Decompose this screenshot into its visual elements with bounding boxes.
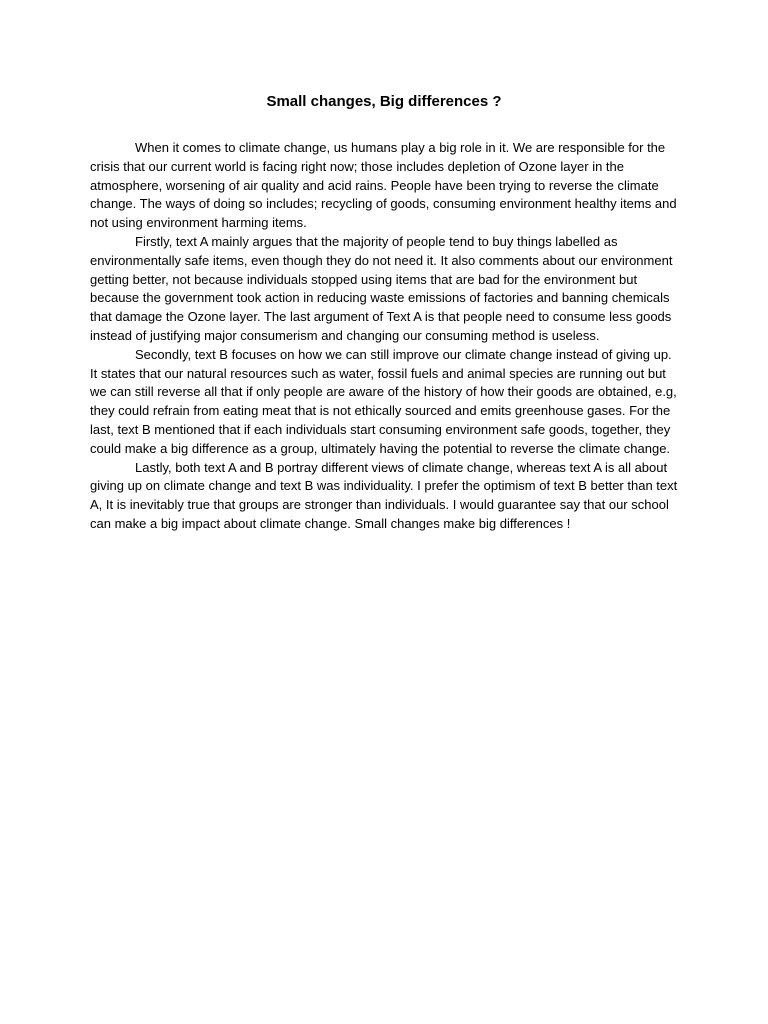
paragraph-text-a: Firstly, text A mainly argues that the majority of people tend to buy things labelled as environmentally safe items, even though they do not need it. It also comments about our environment getting better, not because individuals stopped using items that are bad for the environment but because the government took action in reducing waste emissions of factories and banning chemicals that damage the Ozone layer. The last argument of Text A is that people need to consume less goods instead of justifying major consumerism and changing our consuming method is useless. — [90, 233, 673, 343]
document-body — [90, 139, 678, 534]
paragraph-conclusion: Lastly, both text A and B portray different views of climate change, whereas text A is all about giving up on climate change and text B was individuality. I prefer the optimism of text B better than text A, It is inevitably true that groups are stronger than individuals. I would guarantee say that our school can make a big impact about climate change. Small changes make big differences ! — [90, 459, 678, 531]
document-title: Small changes, Big differences ? — [266, 93, 502, 110]
paragraph-text-b: Secondly, text B focuses on how we can still improve our climate change instead of giving up. It states that our natural resources such as water, fossil fuels and animal species are running out but we can still reverse all that if only people are aware of the history of how their goods are obtained, e.g, they could refrain from eating meat that is not ethically sourced and emits greenhouse gases. For the last, text B mentioned that if each individuals start consuming environment safe goods, together, they could make a big difference as a group, ultimately having the potential to reverse the climate change. — [90, 346, 677, 456]
paragraph-intro: When it comes to climate change, us humans play a big role in it. We are responsible for the crisis that our current world is facing right now; those includes depletion of Ozone layer in the atmosphere, worsening of air quality and acid rains. People have been trying to reverse the climate change. The ways of doing so includes; recycling of goods, consuming environment healthy items and not using environment harming items. — [90, 140, 677, 231]
